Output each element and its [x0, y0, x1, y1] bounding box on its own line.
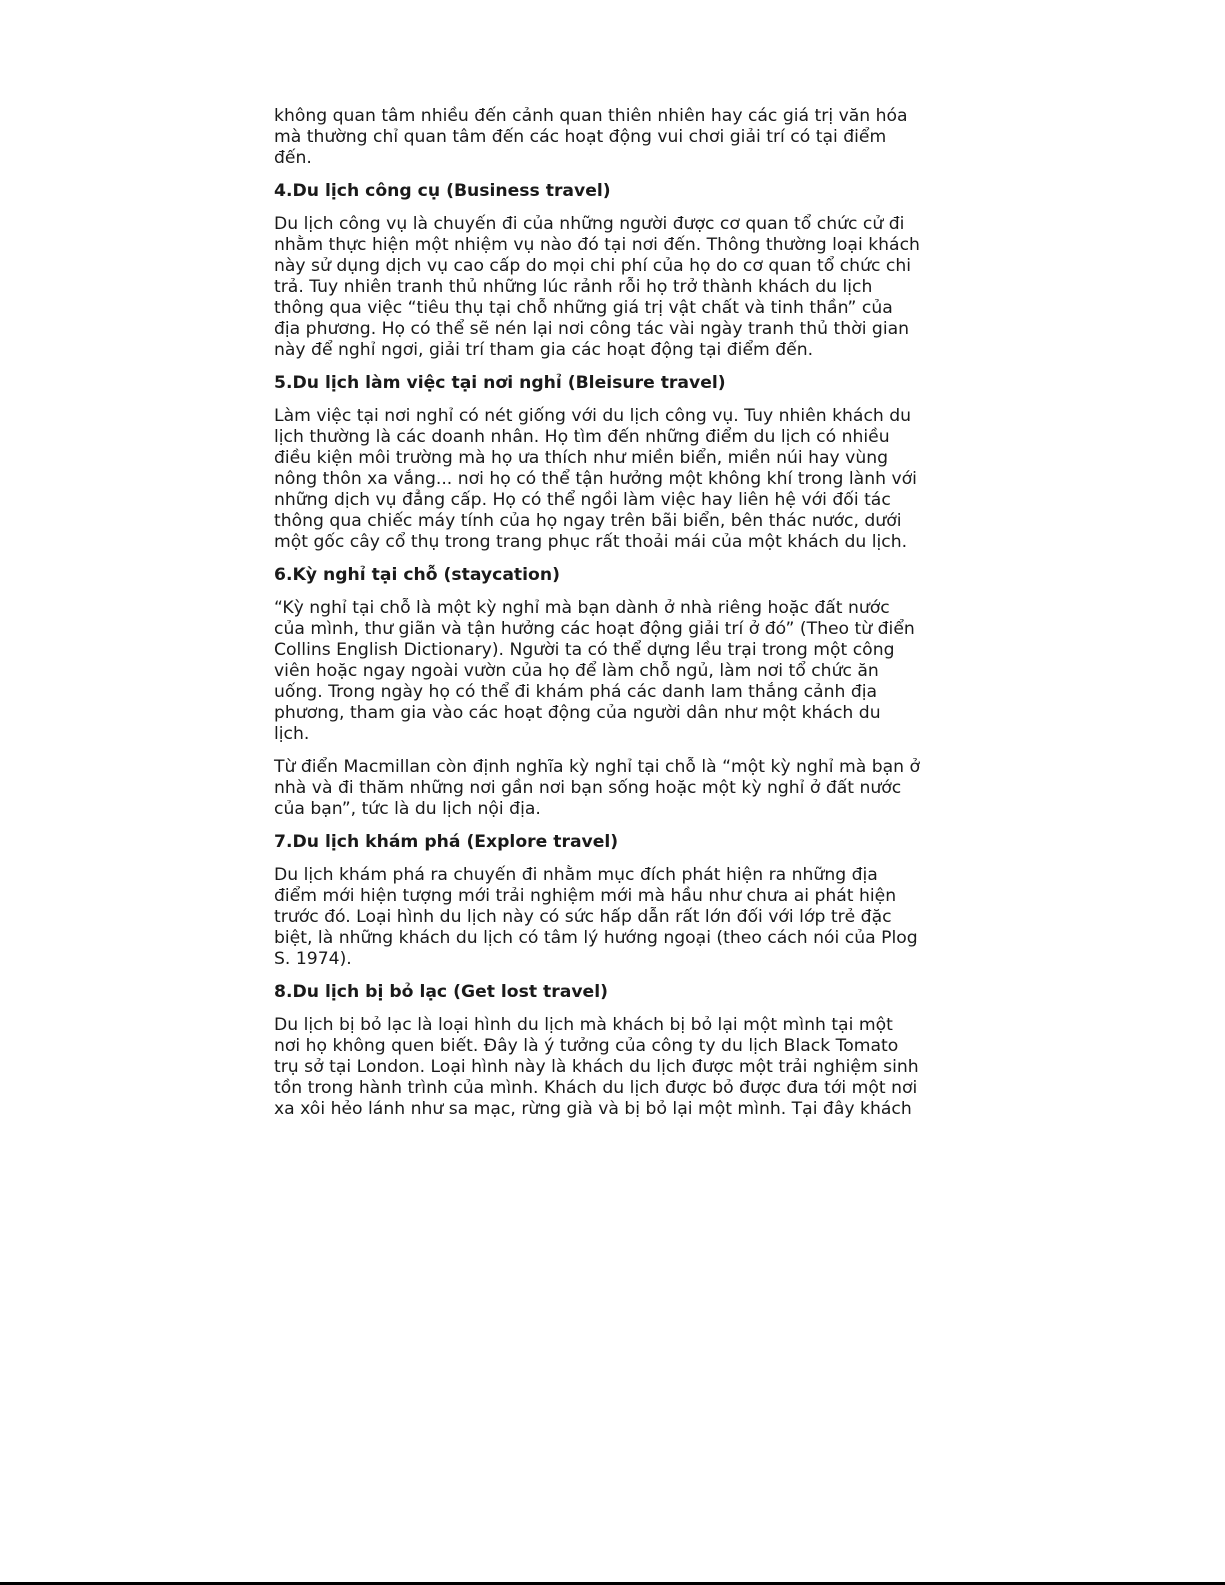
text-line: của bạn”, tức là du lịch nội địa.: [274, 799, 541, 819]
text-line: nhà và đi thăm những nơi gần nơi bạn sống hoặc một kỳ nghỉ ở đất nước: [274, 778, 902, 798]
text-line: Du lịch khám phá ra chuyến đi nhằm mục đích phát hiện ra những địa: [274, 865, 878, 885]
section-heading-business-travel: [274, 181, 974, 202]
text-line: xa xôi hẻo lánh như sa mạc, rừng già và bị bỏ lại một mình. Tại đây khách: [274, 1099, 912, 1119]
text-line: Từ điển Macmillan còn định nghĩa kỳ nghỉ tại chỗ là “một kỳ nghỉ mà bạn ở: [274, 757, 921, 777]
text-line: biệt, là những khách du lịch có tâm lý hướng ngoại (theo cách nói của Plog: [274, 928, 918, 948]
intro-paragraph: [274, 106, 974, 169]
text-line: đến.: [274, 148, 312, 168]
heading-text: 5.Du lịch làm việc tại nơi nghỉ (Bleisure travel): [274, 373, 726, 393]
text-line: điểm mới hiện tượng mới trải nghiệm mới mà hầu như chưa ai phát hiện: [274, 886, 897, 906]
text-line: này sử dụng dịch vụ cao cấp do mọi chi phí của họ do cơ quan tổ chức chi: [274, 256, 911, 276]
text-line: “Kỳ nghỉ tại chỗ là một kỳ nghỉ mà bạn dành ở nhà riêng hoặc đất nước: [274, 598, 890, 618]
text-line: của mình, thư giãn và tận hưởng các hoạt động giải trí ở đó” (Theo từ điển: [274, 619, 915, 639]
text-line: thông qua việc “tiêu thụ tại chỗ những giá trị vật chất và tinh thần” của: [274, 298, 893, 318]
text-line: Du lịch bị bỏ lạc là loại hình du lịch mà khách bị bỏ lại một mình tại một: [274, 1015, 893, 1035]
section-heading-staycation: [274, 565, 974, 586]
text-line: Làm việc tại nơi nghỉ có nét giống với du lịch công vụ. Tuy nhiên khách du: [274, 406, 912, 426]
section-heading-bleisure-travel: [274, 373, 974, 394]
explore-travel-paragraph: [274, 865, 974, 970]
heading-text: 4.Du lịch công cụ (Business travel): [274, 181, 611, 201]
text-line: tồn trong hành trình của mình. Khách du lịch được bỏ được đưa tới một nơi: [274, 1078, 918, 1098]
text-line: nông thôn xa vắng... nơi họ có thể tận hưởng một không khí trong lành với: [274, 469, 917, 489]
text-line: viên hoặc ngay ngoài vườn của họ để làm chỗ ngủ, làm nơi tổ chức ăn: [274, 661, 879, 681]
text-line: lịch.: [274, 724, 310, 744]
get-lost-travel-paragraph: [274, 1015, 974, 1120]
business-travel-paragraph: [274, 214, 974, 361]
text-line: một gốc cây cổ thụ trong trang phục rất thoải mái của một khách du lịch.: [274, 532, 908, 552]
text-line: thông qua chiếc máy tính của họ ngay trên bãi biển, bên thác nước, dưới: [274, 511, 902, 531]
text-line: những dịch vụ đẳng cấp. Họ có thể ngồi làm việc hay liên hệ với đối tác: [274, 490, 891, 510]
text-line: này để nghỉ ngơi, giải trí tham gia các hoạt động tại điểm đến.: [274, 340, 814, 360]
text-line: lịch thường là các doanh nhân. Họ tìm đến những điểm du lịch có nhiều: [274, 427, 890, 447]
heading-text: 8.Du lịch bị bỏ lạc (Get lost travel): [274, 982, 608, 1002]
text-line: nhằm thực hiện một nhiệm vụ nào đó tại nơi đến. Thông thường loại khách: [274, 235, 920, 255]
text-line: uống. Trong ngày họ có thể đi khám phá các danh lam thắng cảnh địa: [274, 682, 878, 702]
bleisure-travel-paragraph: [274, 406, 974, 553]
text-line: Collins English Dictionary). Người ta có thể dựng lều trại trong một công: [274, 640, 895, 660]
text-line: không quan tâm nhiều đến cảnh quan thiên nhiên hay các giá trị văn hóa: [274, 106, 908, 126]
staycation-paragraph: [274, 598, 974, 745]
text-line: Du lịch công vụ là chuyến đi của những người được cơ quan tổ chức cử đi: [274, 214, 905, 234]
document-page: [274, 106, 974, 1132]
text-line: mà thường chỉ quan tâm đến các hoạt động vui chơi giải trí có tại điểm: [274, 127, 887, 147]
macmillan-definition-paragraph: [274, 757, 974, 820]
text-line: trước đó. Loại hình du lịch này có sức hấp dẫn rất lớn đối với lớp trẻ đặc: [274, 907, 892, 927]
text-line: trụ sở tại London. Loại hình này là khách du lịch được một trải nghiệm sinh: [274, 1057, 919, 1077]
section-heading-get-lost-travel: [274, 982, 974, 1003]
text-line: phương, tham gia vào các hoạt động của người dân như một khách du: [274, 703, 881, 723]
section-heading-explore-travel: [274, 832, 974, 853]
text-line: nơi họ không quen biết. Đây là ý tưởng của công ty du lịch Black Tomato: [274, 1036, 899, 1056]
text-line: điều kiện môi trường mà họ ưa thích như miền biển, miền núi hay vùng: [274, 448, 889, 468]
heading-text: 7.Du lịch khám phá (Explore travel): [274, 832, 619, 852]
text-line: trả. Tuy nhiên tranh thủ những lúc rảnh rỗi họ trở thành khách du lịch: [274, 277, 873, 297]
text-line: S. 1974).: [274, 949, 352, 969]
text-line: địa phương. Họ có thể sẽ nén lại nơi công tác vài ngày tranh thủ thời gian: [274, 319, 910, 339]
heading-text: 6.Kỳ nghỉ tại chỗ (staycation): [274, 565, 560, 585]
